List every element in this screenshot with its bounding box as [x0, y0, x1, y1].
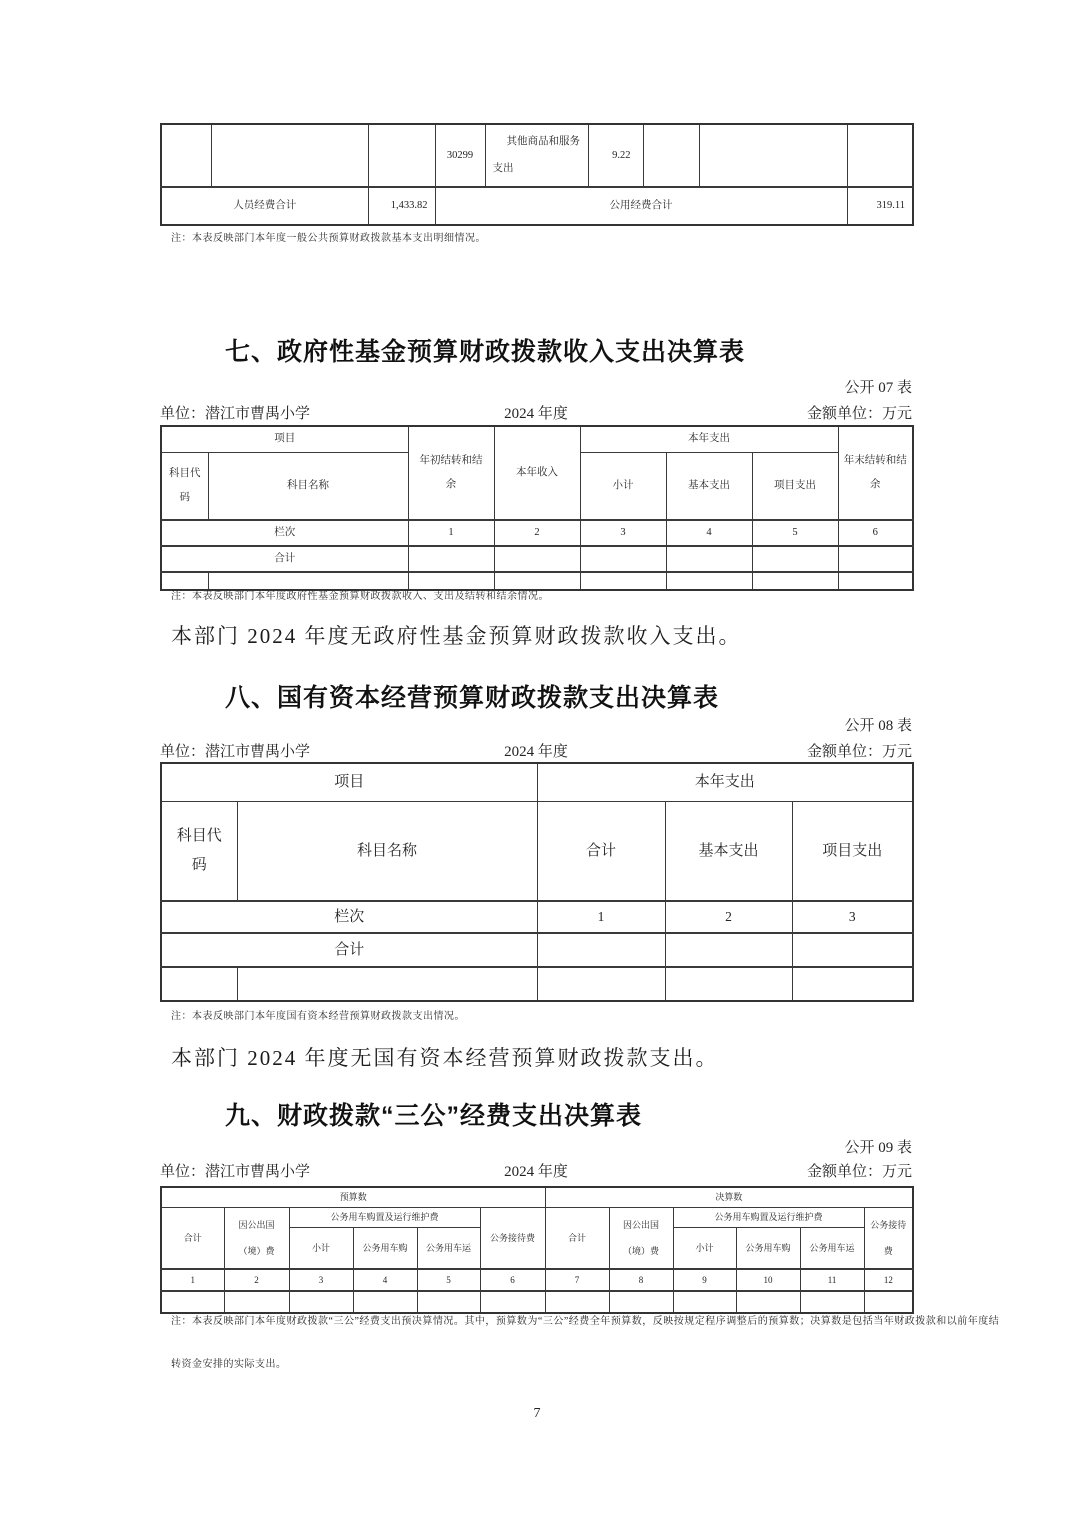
section9-title: 九、财政拨款“三公”经费支出决算表 — [225, 1102, 643, 1130]
rank-cell: 11 — [800, 1269, 864, 1291]
header-end-balance: 年末结转和结余 — [838, 426, 913, 520]
empty-cell — [699, 124, 847, 187]
header-project: 项目 — [161, 763, 537, 801]
public-total-label: 公用经费合计 — [435, 187, 847, 225]
section7-meta — [160, 402, 912, 422]
rank-cell: 6 — [480, 1269, 545, 1291]
empty-cell — [408, 572, 494, 590]
amount-unit-label: 金额单位：万元 — [806, 406, 912, 422]
rank-cell: 12 — [864, 1269, 913, 1291]
header-project-expense: 项目支出 — [752, 452, 838, 520]
section8-public-no: 公开 08 表 — [844, 718, 912, 734]
header-budget: 预算数 — [161, 1187, 545, 1207]
header-subtotal: 小计 — [673, 1227, 736, 1269]
rank-cell: 7 — [545, 1269, 609, 1291]
section7-public-no: 公开 07 表 — [844, 380, 912, 396]
header-basic-expense: 基本支出 — [666, 452, 752, 520]
year-label: 2024 年度 — [504, 1164, 568, 1180]
section9-public-no: 公开 09 表 — [844, 1140, 912, 1156]
empty-cell — [792, 967, 913, 1001]
header-total: 合计 — [537, 801, 665, 901]
three-public-note-line1: 注：本表反映部门本年度财政拨款“三公”经费支出预决算情况。其中，预算数为“三公”经费全年预算数，反映按规定程序调整后的预算数；决算数是包括当年财政拨款和以前年度结 — [171, 1316, 1000, 1327]
section9-meta — [160, 1160, 912, 1180]
header-project-expense: 项目支出 — [792, 801, 913, 901]
header-subject-code: 科目代码 — [161, 801, 237, 901]
unit-label: 单位：潜江市曹禺小学 — [160, 1164, 311, 1180]
amount-cell: 9.22 — [588, 124, 643, 187]
page-number: 7 — [533, 1406, 541, 1421]
empty-cell — [665, 933, 792, 967]
unit-label: 单位：潜江市曹禺小学 — [160, 406, 311, 422]
empty-cell — [752, 572, 838, 590]
rank-cell: 10 — [736, 1269, 800, 1291]
rank-label: 栏次 — [161, 520, 408, 546]
empty-cell — [666, 572, 752, 590]
rank-cell: 1 — [408, 520, 494, 546]
rank-cell: 6 — [838, 520, 913, 546]
empty-cell — [580, 546, 666, 572]
rank-cell: 1 — [161, 1269, 224, 1291]
rank-cell: 2 — [494, 520, 580, 546]
empty-cell — [752, 546, 838, 572]
basic-expense-note: 注：本表反映部门本年度一般公共预算财政拨款基本支出明细情况。 — [171, 233, 486, 244]
public-total-value: 319.11 — [847, 187, 913, 225]
year-label: 2024 年度 — [504, 406, 568, 422]
unit-label: 单位：潜江市曹禺小学 — [160, 744, 311, 760]
personnel-total-label: 人员经费合计 — [161, 187, 368, 225]
header-income: 本年收入 — [494, 426, 580, 520]
empty-cell — [643, 124, 699, 187]
empty-cell — [580, 572, 666, 590]
header-subject-code: 科目代码 — [161, 452, 208, 520]
rank-cell: 5 — [752, 520, 838, 546]
header-subject-name: 科目名称 — [208, 452, 408, 520]
header-begin-balance: 年初结转和结余 — [408, 426, 494, 520]
header-subtotal: 小计 — [289, 1227, 353, 1269]
header-expense: 本年支出 — [537, 763, 913, 801]
empty-cell — [161, 124, 211, 187]
header-subtotal: 小计 — [580, 452, 666, 520]
total-label: 合计 — [161, 546, 408, 572]
amount-unit-label: 金额单位：万元 — [806, 744, 912, 760]
header-reception: 公务接待费 — [480, 1207, 545, 1269]
empty-cell — [161, 967, 237, 1001]
header-project: 项目 — [161, 426, 408, 452]
empty-cell — [237, 967, 537, 1001]
empty-cell — [838, 572, 913, 590]
header-vehicle-purchase: 公务用车购 — [736, 1227, 800, 1269]
header-subject-name: 科目名称 — [237, 801, 537, 901]
header-vehicle: 公务用车购置及运行维护费 — [673, 1207, 864, 1227]
empty-cell — [838, 546, 913, 572]
header-abroad: 因公出国（境）费 — [609, 1207, 673, 1269]
empty-cell — [666, 546, 752, 572]
total-label: 合计 — [161, 933, 537, 967]
header-total: 合计 — [545, 1207, 609, 1269]
state-capital-note: 注：本表反映部门本年度国有资本经营预算财政拨款支出情况。 — [171, 1011, 465, 1022]
gov-fund-statement: 本部门 2024 年度无政府性基金预算财政拨款收入支出。 — [171, 624, 742, 648]
empty-cell — [537, 933, 665, 967]
rank-cell: 4 — [353, 1269, 417, 1291]
gov-fund-table — [160, 425, 914, 591]
amount-unit-label: 金额单位：万元 — [806, 1164, 912, 1180]
rank-label: 栏次 — [161, 901, 537, 933]
empty-cell — [665, 967, 792, 1001]
section8-meta — [160, 740, 912, 760]
rank-cell: 2 — [665, 901, 792, 933]
rank-cell: 9 — [673, 1269, 736, 1291]
header-vehicle: 公务用车购置及运行维护费 — [289, 1207, 480, 1227]
year-label: 2024 年度 — [504, 744, 568, 760]
header-final: 决算数 — [545, 1187, 913, 1207]
economic-name-cell: 其他商品和服务支出 — [485, 124, 588, 187]
empty-cell — [208, 572, 408, 590]
rank-cell: 3 — [580, 520, 666, 546]
header-abroad: 因公出国（境）费 — [224, 1207, 289, 1269]
header-vehicle-operation: 公务用车运 — [800, 1227, 864, 1269]
header-basic-expense: 基本支出 — [665, 801, 792, 901]
rank-cell: 1 — [537, 901, 665, 933]
header-vehicle-operation: 公务用车运 — [417, 1227, 480, 1269]
empty-cell — [494, 546, 580, 572]
empty-cell — [161, 572, 208, 590]
header-expense: 本年支出 — [580, 426, 838, 452]
empty-cell — [368, 124, 435, 187]
three-public-note — [171, 1300, 999, 1386]
gov-fund-note: 注：本表反映部门本年度政府性基金预算财政拨款收入、支出及结转和结余情况。 — [171, 591, 549, 602]
section7-title: 七、政府性基金预算财政拨款收入支出决算表 — [225, 338, 746, 366]
empty-cell — [847, 124, 913, 187]
rank-cell: 3 — [792, 901, 913, 933]
empty-cell — [408, 546, 494, 572]
section8-title: 八、国有资本经营预算财政拨款支出决算表 — [225, 684, 720, 712]
rank-cell: 2 — [224, 1269, 289, 1291]
header-reception: 公务接待费 — [864, 1207, 913, 1269]
empty-cell — [211, 124, 368, 187]
basic-expense-table-fragment — [160, 123, 914, 226]
header-vehicle-purchase: 公务用车购 — [353, 1227, 417, 1269]
rank-cell: 8 — [609, 1269, 673, 1291]
rank-cell: 5 — [417, 1269, 480, 1291]
economic-code-cell: 30299 — [435, 124, 485, 187]
rank-cell: 4 — [666, 520, 752, 546]
rank-cell: 3 — [289, 1269, 353, 1291]
three-public-note-line2: 转资金安排的实际支出。 — [171, 1359, 287, 1370]
personnel-total-value: 1,433.82 — [368, 187, 435, 225]
state-capital-table — [160, 762, 914, 1002]
state-capital-statement: 本部门 2024 年度无国有资本经营预算财政拨款支出。 — [171, 1046, 719, 1070]
three-public-funds-table — [160, 1186, 914, 1314]
empty-cell — [792, 933, 913, 967]
header-total: 合计 — [161, 1207, 224, 1269]
empty-cell — [494, 572, 580, 590]
empty-cell — [537, 967, 665, 1001]
